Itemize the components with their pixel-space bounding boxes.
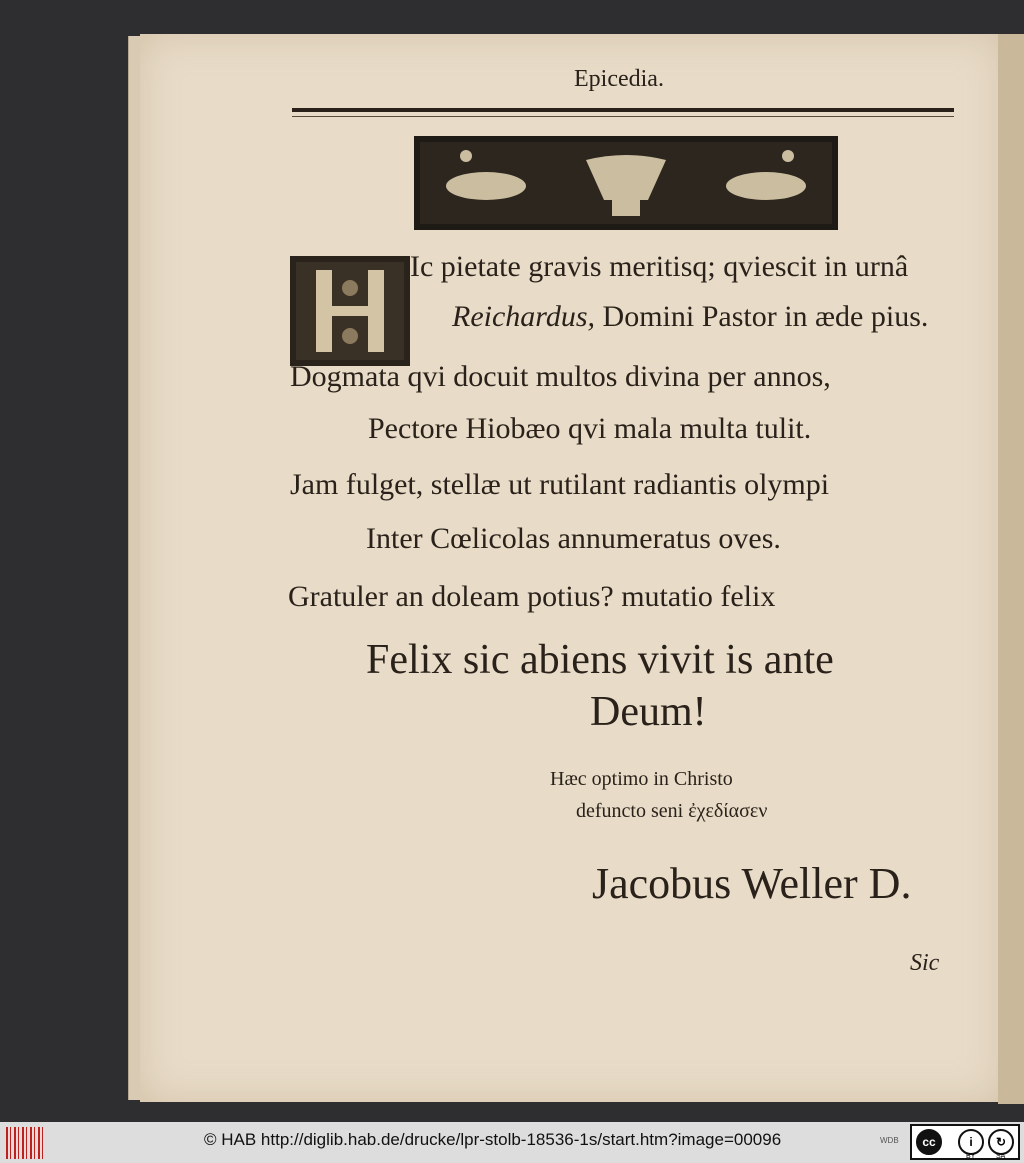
copyright-link[interactable]: © HAB http://diglib.hab.de/drucke/lpr-stolb-18536-1s/start.htm?image=00096 [204, 1130, 782, 1149]
poem-line-4: Pectore Hiobæo qvi mala multa tulit. [368, 412, 812, 445]
poem-closing-line-2: Deum! [590, 689, 707, 735]
poem-name-reichardus: Reichardus, [452, 300, 596, 333]
author-signature: Jacobus Weller D. [592, 859, 912, 908]
poem-line-2-rest: Domini Pastor in æde pius. [595, 300, 929, 333]
page-header-title: Epicedia. [574, 66, 664, 92]
woodcut-ornament-banner [414, 136, 838, 230]
share-alike-icon: ↻ [988, 1129, 1014, 1155]
book-right-edge [998, 34, 1024, 1104]
poem-line-7: Gratuler an doleam potius? mutatio felix [288, 580, 776, 613]
attribution-icon: i [958, 1129, 984, 1155]
poem-line-1: Ic pietate gravis meritisq; qviescit in urnâ [410, 250, 909, 283]
cc-by-label: BY [966, 1153, 976, 1160]
poem-closing-line-1: Felix sic abiens vivit is ante [366, 637, 834, 683]
cc-sa-label: SA [996, 1153, 1006, 1160]
decorated-initial-h [290, 256, 410, 366]
poem-line-6: Inter Cœlicolas annumeratus oves. [366, 522, 781, 555]
poem-line-2 [452, 300, 928, 334]
poem-line-5: Jam fulget, stellæ ut rutilant radiantis olympi [290, 468, 830, 501]
dedication-line-2: defuncto seni ἐχεδίασεν [576, 800, 768, 822]
header-rule-thin [292, 116, 954, 117]
poem-line-3: Dogmata qvi docuit multos divina per annos, [290, 360, 831, 393]
header-rule [292, 108, 954, 112]
cc-icon: cc [916, 1129, 942, 1155]
hab-logo-icon [6, 1127, 46, 1159]
wdb-label: WDB [880, 1136, 899, 1145]
dedication-line-1: Hæc optimo in Christo [550, 768, 733, 790]
catchword: Sic [910, 950, 940, 976]
cc-license-badge[interactable] [910, 1124, 1020, 1160]
